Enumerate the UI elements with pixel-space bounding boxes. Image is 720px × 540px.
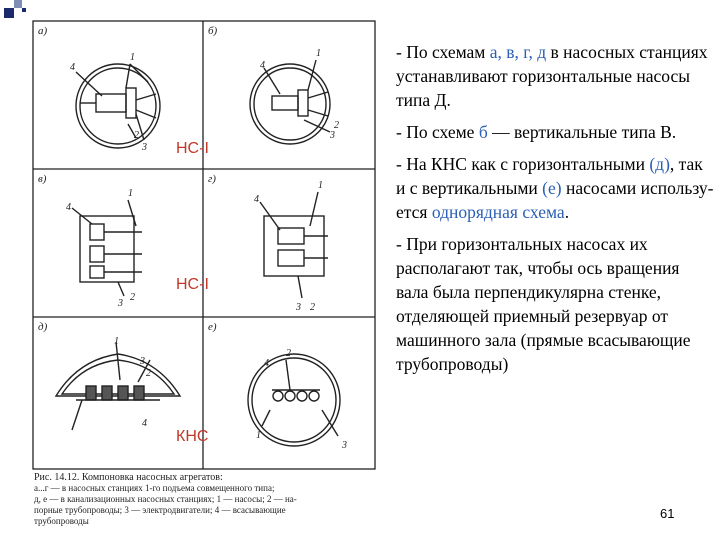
callout-number: 4 xyxy=(70,62,75,73)
paragraph-3 xyxy=(396,152,714,224)
corner-square-light xyxy=(14,0,22,8)
page-number: 61 xyxy=(660,506,675,521)
callout-number: 1 xyxy=(130,52,135,63)
callout-number: 2 xyxy=(134,130,139,141)
callout-number: 3 xyxy=(296,302,301,313)
callout-number: 4 xyxy=(254,194,259,205)
station-label-kns: КНС xyxy=(176,428,209,445)
callout-number: 2 xyxy=(334,120,339,131)
panel-letter: б) xyxy=(208,25,218,37)
callout-number: 1 xyxy=(128,188,133,199)
panel-a-diagram xyxy=(76,64,160,148)
caption-title: Рис. 14.12. Компоновка насосных агрегатов: xyxy=(34,472,223,483)
callout-number: 4 xyxy=(66,202,71,213)
figure-caption xyxy=(34,472,374,527)
panel-letter: г) xyxy=(208,173,216,185)
caption-line: порные трубопроводы; 3 — электродвигатели; 4 — всасывающие xyxy=(34,505,286,515)
text-span: - По схемам xyxy=(396,42,490,62)
callout-number: 3 xyxy=(330,130,335,141)
caption-line: а...г — в насосных станциях 1-го подъема совмещенного типа; xyxy=(34,483,275,493)
callout-number: 3 xyxy=(140,356,145,367)
panel-letter: д) xyxy=(38,321,48,333)
callout-number: 3 xyxy=(142,142,147,153)
callout-number: 4 xyxy=(260,60,265,71)
text-span: - На КНС как с горизонтальными xyxy=(396,154,650,174)
callout-number: 1 xyxy=(256,430,261,441)
callout-number: 2 xyxy=(130,292,135,303)
highlight-span: (д) xyxy=(649,154,670,174)
text-span: - По схеме xyxy=(396,122,479,142)
panel-d-kns-diagram xyxy=(56,342,180,430)
highlight-span: (е) xyxy=(542,178,562,198)
panel-letter: в) xyxy=(38,173,47,185)
text-span: — вертикальные типа В. xyxy=(487,122,677,142)
callout-number: 4 xyxy=(264,358,269,369)
panel-b-diagram xyxy=(250,60,330,144)
highlight-span: однорядная схема xyxy=(431,202,565,222)
text-span: в насосных станциях устанавливают горизонтальные насосы типа Д. xyxy=(396,42,708,110)
callout-number: 3 xyxy=(118,298,123,309)
callout-number: 3 xyxy=(342,440,347,451)
panel-d-diagram xyxy=(260,192,328,298)
station-label-c: НС-I xyxy=(176,276,209,293)
callout-number: 2 xyxy=(310,302,315,313)
caption-line: д, е — в канализационных насосных станциях; 1 — насосы; 2 — на- xyxy=(34,494,297,504)
highlight-span: б xyxy=(478,122,488,142)
callout-number: 2 xyxy=(286,348,291,359)
corner-square-dark xyxy=(4,8,14,18)
text-span: , так и с вертикальными xyxy=(396,154,703,198)
panel-letter: а) xyxy=(38,25,48,37)
callout-number: 1 xyxy=(114,336,119,347)
panel-e-kns-diagram xyxy=(248,354,340,446)
callout-number: 1 xyxy=(318,180,323,191)
callout-number: 4 xyxy=(142,418,147,429)
station-label-a: НС-I xyxy=(176,140,209,157)
pump-layout-figure xyxy=(32,20,376,472)
paragraph-2 xyxy=(396,120,714,144)
paragraph-4: - При горизонтальных насосах их располагают так, чтобы ось вращения вала была перпендикулярна стенке, отделяющей приемный резервуар от машинного зала (прямые всасывающие трубопроводы) xyxy=(396,234,691,374)
panel-c-diagram xyxy=(72,200,142,296)
description-text xyxy=(396,40,714,384)
callout-number: 2 xyxy=(146,368,151,379)
figure-svg xyxy=(32,20,376,472)
panel-letter: е) xyxy=(208,321,217,333)
text-span: . xyxy=(564,202,570,222)
callout-number: 1 xyxy=(316,48,321,59)
corner-square-small xyxy=(22,8,26,12)
paragraph-1 xyxy=(396,40,714,112)
caption-line: трубопроводы xyxy=(34,516,89,526)
text-span: насосами используется xyxy=(396,178,714,222)
highlight-span: а, в, г, д xyxy=(489,42,547,62)
